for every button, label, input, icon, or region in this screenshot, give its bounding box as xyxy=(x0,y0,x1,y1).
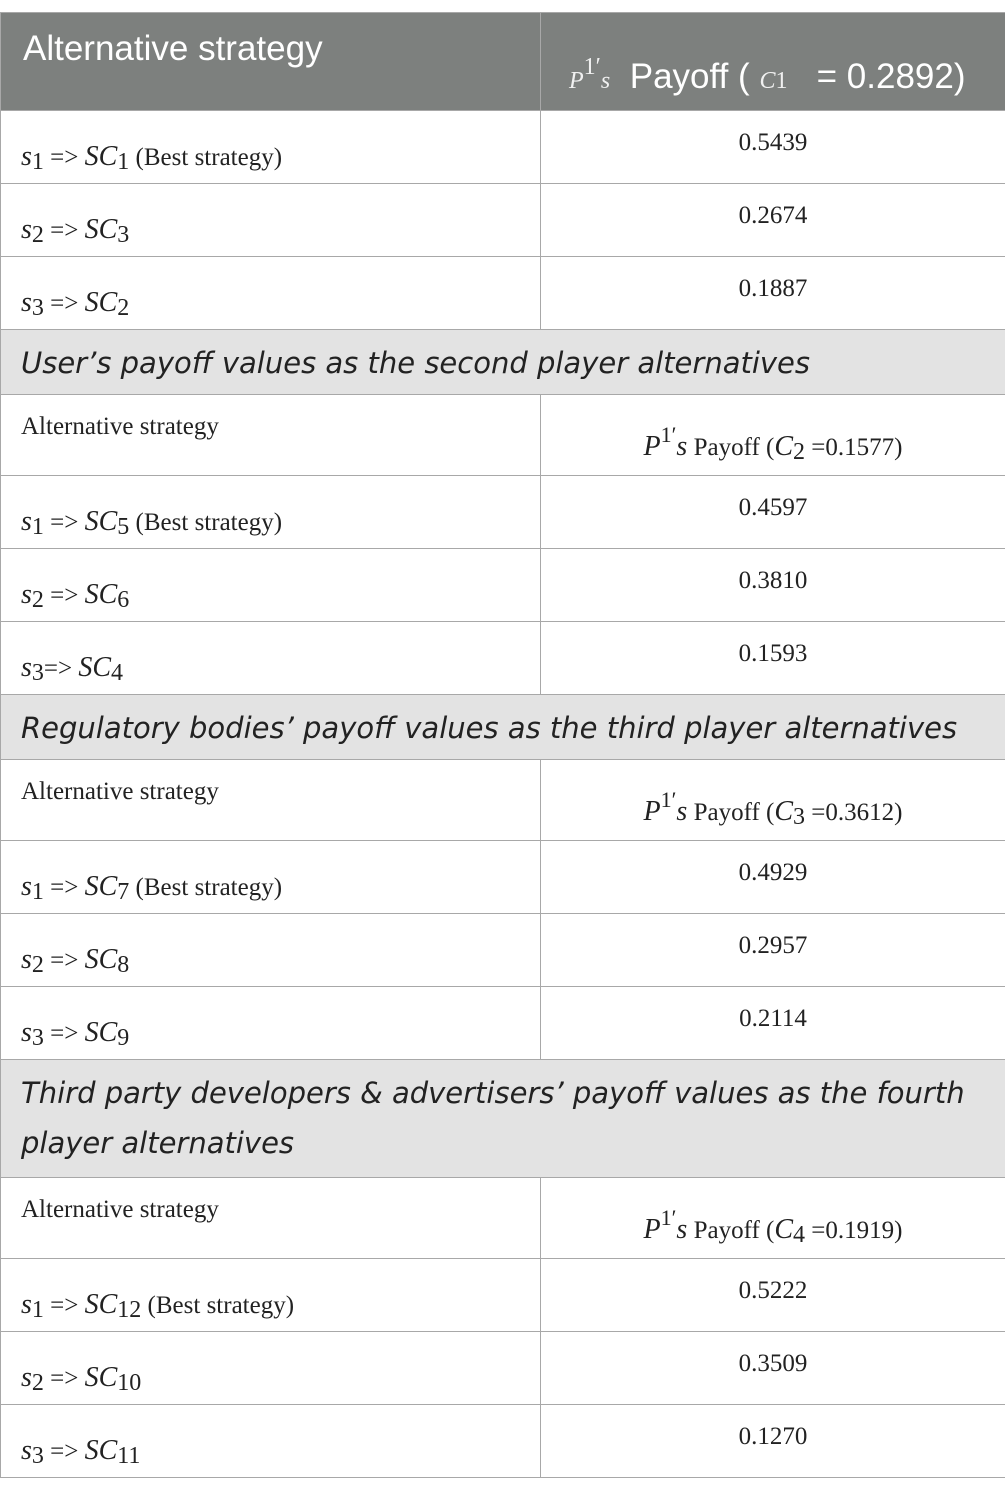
strategy-note: (Best strategy) xyxy=(129,144,283,171)
strategy-cell xyxy=(1,1332,541,1405)
strategy-cell xyxy=(1,184,541,257)
payoff-value-cell xyxy=(541,1259,1005,1332)
payoff-value: 0.5222 xyxy=(738,1277,808,1304)
strategy-sc: SC xyxy=(84,579,118,610)
section-title: User’s payoff values as the second player alternatives xyxy=(1,330,1005,395)
payoff-value-cell xyxy=(541,549,1005,622)
subheader-row xyxy=(1,760,1005,841)
payoff-value: 0.5439 xyxy=(738,129,808,156)
strategy-sc: SC xyxy=(84,141,118,172)
strategy-label xyxy=(1,111,540,173)
subheader-strategy-label: Alternative strategy xyxy=(21,1196,219,1223)
strategy-label xyxy=(1,622,540,684)
strategy-cell xyxy=(1,987,541,1060)
strategy-cell xyxy=(1,476,541,549)
strategy-cell xyxy=(1,841,541,914)
strategy-arrow: => xyxy=(43,582,85,609)
payoff-label: Payoff ( xyxy=(687,434,775,461)
strategy-arrow: => xyxy=(43,1292,85,1319)
subheader-row xyxy=(1,395,1005,476)
strategy-label xyxy=(1,184,540,246)
payoff-value-cell xyxy=(541,476,1005,549)
strategy-s-sub: 1 xyxy=(31,149,44,175)
strategy-label xyxy=(1,987,540,1049)
payoff-s: s xyxy=(676,796,688,827)
header-payoff-label xyxy=(541,13,1005,101)
payoff-table-body xyxy=(1,13,1005,1478)
strategy-arrow: => xyxy=(43,1438,85,1465)
subheader-strategy-label: Alternative strategy xyxy=(21,778,219,805)
strategy-label xyxy=(1,1405,540,1467)
strategy-label xyxy=(1,257,540,319)
strategy-sc-sub: 12 xyxy=(117,1297,142,1323)
strategy-s-sub: 1 xyxy=(31,879,44,905)
header-payoff xyxy=(541,13,1005,111)
strategy-s: s xyxy=(21,871,32,902)
payoff-p: P xyxy=(643,796,661,827)
payoff-value: 0.2114 xyxy=(739,1005,807,1032)
strategy-s: s xyxy=(21,1289,32,1320)
table-row xyxy=(1,1259,1005,1332)
strategy-s: s xyxy=(21,1362,32,1393)
payoff-value: 0.2957 xyxy=(738,932,808,959)
payoff-value: 0.3509 xyxy=(738,1350,808,1377)
payoff-value-cell xyxy=(541,914,1005,987)
header-strategy-label: Alternative strategy xyxy=(23,29,323,68)
payoff-value: 0.4597 xyxy=(738,494,808,521)
strategy-arrow: => xyxy=(43,290,85,317)
payoff-value-cell xyxy=(541,184,1005,257)
strategy-sc: SC xyxy=(78,652,112,683)
payoff-value: 0.1593 xyxy=(738,640,808,667)
table-row xyxy=(1,622,1005,695)
strategy-arrow: => xyxy=(43,1365,85,1392)
strategy-cell xyxy=(1,549,541,622)
payoff-value-cell xyxy=(541,111,1005,184)
payoff-label: Payoff ( xyxy=(687,799,775,826)
header-strategy xyxy=(1,13,541,111)
table-row xyxy=(1,841,1005,914)
strategy-sc-sub: 6 xyxy=(117,587,130,613)
strategy-label xyxy=(1,549,540,611)
payoff-value-cell xyxy=(541,987,1005,1060)
strategy-sc-sub: 3 xyxy=(117,222,130,248)
table-row xyxy=(1,1332,1005,1405)
payoff-c-value: =0.3612) xyxy=(805,799,903,826)
strategy-s: s xyxy=(21,141,32,172)
payoff-value: 0.1887 xyxy=(738,275,808,302)
strategy-sc-sub: 1 xyxy=(117,149,130,175)
strategy-s-sub: 3 xyxy=(31,660,44,686)
strategy-sc-sub: 5 xyxy=(117,514,130,540)
strategy-sc: SC xyxy=(84,1362,118,1393)
table-row xyxy=(1,111,1005,184)
strategy-sc: SC xyxy=(84,214,118,245)
strategy-sc: SC xyxy=(84,506,118,537)
strategy-sc: SC xyxy=(84,287,118,318)
payoff-c-value: =0.1577) xyxy=(805,434,903,461)
strategy-cell xyxy=(1,111,541,184)
strategy-s: s xyxy=(21,1435,32,1466)
strategy-s-sub: 1 xyxy=(31,1297,44,1323)
strategy-sc: SC xyxy=(84,944,118,975)
strategy-sc-sub: 2 xyxy=(117,295,130,321)
payoff-c-sub: 4 xyxy=(793,1222,806,1248)
strategy-label xyxy=(1,841,540,903)
header-s: s xyxy=(600,68,611,94)
subheader-payoff-label xyxy=(541,395,1005,463)
strategy-arrow: => xyxy=(43,874,85,901)
section-title: Regulatory bodies’ payoff values as the third player alternatives xyxy=(1,695,1005,760)
strategy-label xyxy=(1,1332,540,1394)
subheader-payoff-cell xyxy=(541,395,1005,476)
payoff-table xyxy=(0,12,1005,1478)
strategy-cell xyxy=(1,1405,541,1478)
strategy-s: s xyxy=(21,506,32,537)
strategy-s: s xyxy=(21,1017,32,1048)
subheader-payoff-label xyxy=(541,760,1005,828)
strategy-s: s xyxy=(21,214,32,245)
strategy-s-sub: 2 xyxy=(31,222,44,248)
section-title: Third party developers & advertisers’ payoff values as the fourth player alternatives xyxy=(1,1060,1005,1178)
payoff-value: 0.4929 xyxy=(738,859,808,886)
payoff-p: P xyxy=(643,431,661,462)
strategy-s-sub: 2 xyxy=(31,952,44,978)
payoff-value: 0.3810 xyxy=(738,567,808,594)
strategy-sc-sub: 10 xyxy=(117,1370,142,1396)
payoff-c: C xyxy=(774,1214,794,1245)
subheader-strategy-cell xyxy=(1,760,541,841)
strategy-arrow: => xyxy=(43,655,79,682)
subheader-payoff-cell xyxy=(541,1178,1005,1259)
table-row xyxy=(1,476,1005,549)
table-header-row xyxy=(1,13,1005,111)
section-row xyxy=(1,330,1005,395)
payoff-c-sub: 3 xyxy=(793,804,806,830)
strategy-note: (Best strategy) xyxy=(141,1292,295,1319)
strategy-sc-sub: 9 xyxy=(117,1025,130,1051)
payoff-label: Payoff ( xyxy=(687,1217,775,1244)
header-c-sub: 1 xyxy=(775,68,788,94)
strategy-cell xyxy=(1,257,541,330)
table-row xyxy=(1,1405,1005,1478)
payoff-s: s xyxy=(676,1214,688,1245)
strategy-s: s xyxy=(21,287,32,318)
strategy-s: s xyxy=(21,579,32,610)
strategy-note: (Best strategy) xyxy=(129,509,283,536)
strategy-s: s xyxy=(21,944,32,975)
section-row xyxy=(1,695,1005,760)
strategy-sc: SC xyxy=(84,1435,118,1466)
subheader-strategy-cell xyxy=(1,395,541,476)
table-row xyxy=(1,914,1005,987)
strategy-label xyxy=(1,1259,540,1321)
strategy-cell xyxy=(1,1259,541,1332)
strategy-arrow: => xyxy=(43,1020,85,1047)
payoff-p-sup: 1′ xyxy=(660,1205,677,1230)
payoff-c: C xyxy=(774,796,794,827)
subheader-strategy-label: Alternative strategy xyxy=(21,413,219,440)
subheader-payoff-cell xyxy=(541,760,1005,841)
payoff-p: P xyxy=(643,1214,661,1245)
payoff-value-cell xyxy=(541,257,1005,330)
strategy-s-sub: 2 xyxy=(31,1370,44,1396)
payoff-c-sub: 2 xyxy=(793,439,806,465)
strategy-label xyxy=(1,914,540,976)
payoff-c-value: =0.1919) xyxy=(805,1217,903,1244)
payoff-value-cell xyxy=(541,622,1005,695)
strategy-label xyxy=(1,476,540,538)
payoff-value-cell xyxy=(541,841,1005,914)
table-row xyxy=(1,987,1005,1060)
payoff-s: s xyxy=(676,431,688,462)
strategy-s: s xyxy=(21,652,32,683)
strategy-sc-sub: 11 xyxy=(117,1443,141,1469)
header-payoff-text: Payoff ( xyxy=(629,57,750,96)
payoff-c: C xyxy=(774,431,794,462)
payoff-value-cell xyxy=(541,1332,1005,1405)
strategy-sc: SC xyxy=(84,1017,118,1048)
header-p-sup: 1′ xyxy=(583,54,601,80)
subheader-payoff-label xyxy=(541,1178,1005,1246)
strategy-sc: SC xyxy=(84,1289,118,1320)
payoff-value: 0.2674 xyxy=(738,202,808,229)
payoff-p-sup: 1′ xyxy=(660,422,677,447)
strategy-s-sub: 3 xyxy=(31,1025,44,1051)
strategy-arrow: => xyxy=(43,144,85,171)
strategy-arrow: => xyxy=(43,947,85,974)
section-row xyxy=(1,1060,1005,1178)
strategy-arrow: => xyxy=(43,217,85,244)
strategy-s-sub: 3 xyxy=(31,295,44,321)
payoff-value-cell xyxy=(541,1405,1005,1478)
strategy-sc-sub: 8 xyxy=(117,952,130,978)
strategy-s-sub: 1 xyxy=(31,514,44,540)
strategy-sc: SC xyxy=(84,871,118,902)
payoff-p-sup: 1′ xyxy=(660,787,677,812)
subheader-row xyxy=(1,1178,1005,1259)
strategy-note: (Best strategy) xyxy=(129,874,283,901)
strategy-arrow: => xyxy=(43,509,85,536)
strategy-s-sub: 2 xyxy=(31,587,44,613)
strategy-cell xyxy=(1,622,541,695)
strategy-s-sub: 3 xyxy=(31,1443,44,1469)
header-c-value: = 0.2892) xyxy=(816,57,966,96)
strategy-cell xyxy=(1,914,541,987)
strategy-sc-sub: 4 xyxy=(111,660,124,686)
table-row xyxy=(1,257,1005,330)
header-c: C xyxy=(759,68,776,94)
subheader-strategy-cell xyxy=(1,1178,541,1259)
table-row xyxy=(1,549,1005,622)
header-p: P xyxy=(569,68,584,94)
payoff-value: 0.1270 xyxy=(738,1423,808,1450)
table-row xyxy=(1,184,1005,257)
strategy-sc-sub: 7 xyxy=(117,879,130,905)
